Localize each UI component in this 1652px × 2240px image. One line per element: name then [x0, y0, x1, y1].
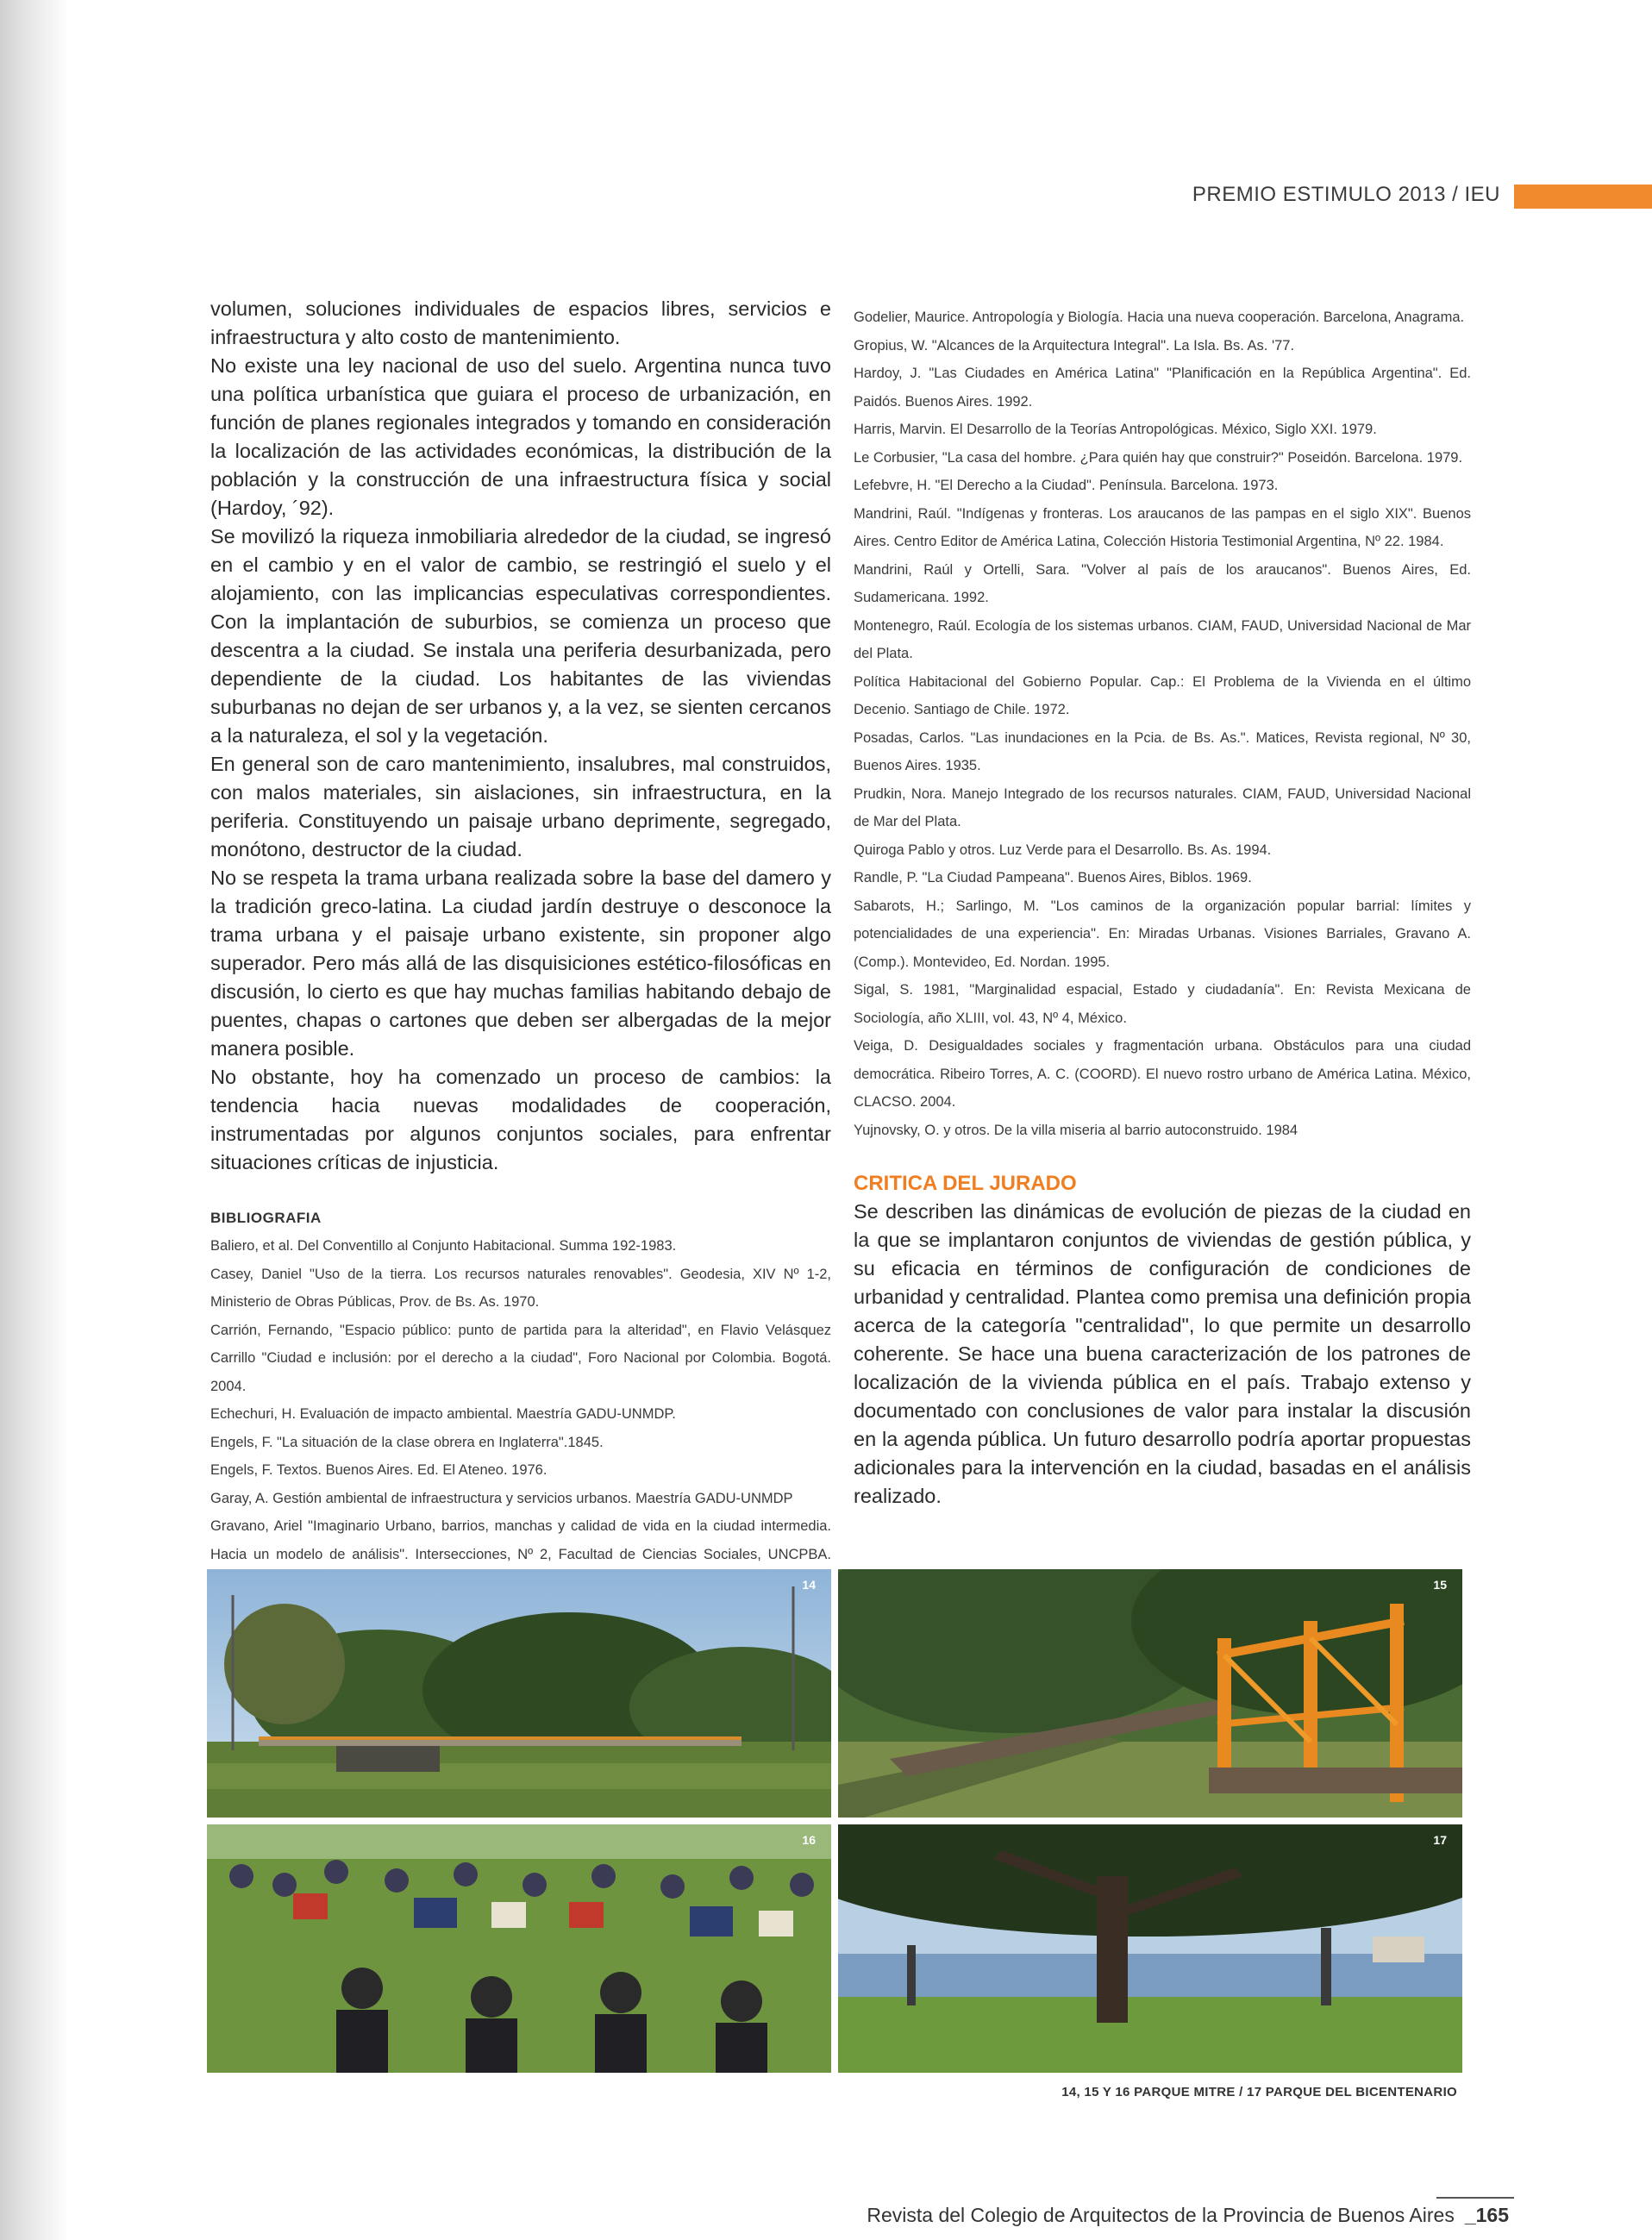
- photo-number: 17: [1433, 1833, 1447, 1847]
- park-bridge-photo: [207, 1569, 831, 1818]
- footer-rule: [1436, 2197, 1514, 2199]
- bibliography-entry: Echechuri, H. Evaluación de impacto ambiental. Maestría GADU-UNMDP.: [210, 1406, 676, 1422]
- bibliography-entry: Harris, Marvin. El Desarrollo de la Teorías Antropológicas. México, Siglo XXI. 1979.: [854, 422, 1377, 437]
- right-column: [854, 303, 1471, 1511]
- critica-paragraph: Se describen las dinámicas de evolución de piezas de la ciudad en la que se implantaron conjuntos de viviendas de gestión pública, y su eficacia en términos de configuración de condiciones de urbanidad y centralidad. Plantea como premisa una definición propia acerca de la categoría "centralidad", lo que permite un desarrollo coherente. Se hace una buena caracterización de los patrones de localización de la vivienda pública en el país. Trabajo extenso y documentado con conclusiones de valor para instalar la discusión en la agenda pública. Un futuro desarrollo podría aportar propuestas adicionales para la intervención en la ciudad, basadas en el análisis realizado.: [854, 1200, 1471, 1507]
- bibliography-entry: Garay, A. Gestión ambiental de infraestructura y servicios urbanos. Maestría GADU-UNMDP: [210, 1490, 793, 1506]
- body-paragraph: No se respeta la trama urbana realizada sobre la base del damero y la tradición greco-latina. La ciudad jardín destruye o desconoce la trama urbana y el paisaje urbano existente, sin proponer algo superador. Pero más allá de las disquisiciones estético-filosóficas en discusión, lo cierto es que hay muchas familias habitando debajo de puentes, chapas o cartones que deben ser albergadas de la mejor manera posible.: [210, 867, 831, 1060]
- bibliography-entry: Política Habitacional del Gobierno Popular. Cap.: El Problema de la Vivienda en el último Decenio. Santiago de Chile. 1972.: [854, 673, 1471, 717]
- photo-grid: [207, 1569, 1462, 2073]
- left-column: [210, 295, 831, 1597]
- bibliography-entry: Le Corbusier, "La casa del hombre. ¿Para quién hay que construir?" Poseidón. Barcelona. 1979.: [854, 449, 1463, 466]
- bibliography-entry: Baliero, et al. Del Conventillo al Conjunto Habitacional. Summa 192-1983.: [210, 1238, 677, 1254]
- bibliography-heading: BIBLIOGRAFIA: [210, 1210, 322, 1226]
- page-number: _165: [1464, 2204, 1509, 2226]
- bibliography-entry: Montenegro, Raúl. Ecología de los sistemas urbanos. CIAM, FAUD, Universidad Nacional de Mar del Plata.: [854, 617, 1471, 661]
- bibliography-entry: Godelier, Maurice. Antropología y Biología. Hacia una nueva cooperación. Barcelona, Anagrama.: [854, 310, 1465, 325]
- bibliography-entry: Lefebvre, H. "El Derecho a la Ciudad". Península. Barcelona. 1973.: [854, 478, 1279, 493]
- body-paragraph: En general son de caro mantenimiento, insalubres, mal construidos, con malos materiales, sin aislaciones, sin infraestructura, en la periferia. Constituyendo un paisaje urbano deprimente, segregado, monótono, destructor de la ciudad.: [210, 753, 831, 860]
- body-paragraph: Se movilizó la riqueza inmobiliaria alrededor de la ciudad, se ingresó en el cambio y en el valor de cambio, se restringió el suelo y el alojamiento, con las implicancias especulativas correspondientes. Con la implantación de suburbios, se comienza un proceso que descentra a la ciudad. Se instala una periferia desurbanizada, pero dependiente de la ciudad. Los habitantes de las viviendas suburbanas no dejan de ser urbanos y, a la vez, se sienten cercanos a la naturaleza, el sol y la vegetación.: [210, 525, 831, 747]
- photo-number: 16: [802, 1833, 816, 1847]
- body-paragraph: No existe una ley nacional de uso del suelo. Argentina nunca tuvo una política urbanística que guiara el proceso de urbanización, en función de planes regionales integrados y tomando en consideración la localización de las actividades económicas, la distribución de la población y la construcción de una infraestructura física y social (Hardoy, ´92).: [210, 354, 831, 519]
- bibliography-entry: Sigal, S. 1981, "Marginalidad espacial, Estado y ciudadanía". En: Revista Mexicana de Sociología, año XLIII, vol. 43, Nº 4, México.: [854, 982, 1471, 1026]
- bibliography-entry: Hardoy, J. "Las Ciudades en América Latina" "Planificación en la República Argentina". Ed. Paidós. Buenos Aires. 1992.: [854, 366, 1471, 410]
- bibliography-entry: Casey, Daniel "Uso de la tierra. Los recursos naturales renovables". Geodesia, XIV Nº 1-2, Ministerio de Obras Públicas, Prov. de Bs. As. 1970.: [210, 1266, 831, 1310]
- journal-name: Revista del Colegio de Arquitectos de la Provincia de Buenos Aires: [867, 2204, 1455, 2226]
- bibliography-list-left: [210, 1232, 831, 1597]
- bibliography-entry: Quiroga Pablo y otros. Luz Verde para el Desarrollo. Bs. As. 1994.: [854, 842, 1272, 858]
- bibliography-entry: Mandrini, Raúl. "Indígenas y fronteras. Los araucanos de las pampas en el siglo XIX". Buenos Aires. Centro Editor de América Latina, Colección Historia Testimonial Argentina, Nº 22. 1984.: [854, 505, 1471, 549]
- photo-15: [838, 1569, 1462, 1818]
- bibliography-entry: Engels, F. "La situación de la clase obrera en Inglaterra".1845.: [210, 1434, 604, 1450]
- bibliography-entry: Mandrini, Raúl y Ortelli, Sara. "Volver al país de los araucanos". Buenos Aires, Ed. Sudamericana. 1992.: [854, 561, 1471, 605]
- bibliography-entry: Prudkin, Nora. Manejo Integrado de los recursos naturales. CIAM, FAUD, Universidad Nacional de Mar del Plata.: [854, 785, 1471, 829]
- body-paragraph: No obstante, hoy ha comenzado un proceso de cambios: la tendencia hacia nuevas modalidades de cooperación, instrumentadas por algunos conjuntos sociales, para enfrentar situaciones críticas de injusticia.: [210, 1066, 831, 1173]
- bibliography-entry: Gropius, W. "Alcances de la Arquitectura Integral". La Isla. Bs. As. '77.: [854, 337, 1295, 354]
- orange-footbridge-photo: [838, 1569, 1462, 1818]
- page-footer: [867, 2204, 1509, 2227]
- body-paragraph: volumen, soluciones individuales de espacios libres, servicios e infraestructura y alto costo de mantenimiento.: [210, 297, 831, 348]
- bibliography-entry: Carrión, Fernando, "Espacio público: punto de partida para la alteridad", en Flavio Velásquez Carrillo "Ciudad e inclusión: por el derecho a la ciudad", Foro Nacional por Colombia. Bogotá. 2004.: [210, 1322, 831, 1394]
- critica-heading: CRITICA DEL JURADO: [854, 1172, 1077, 1195]
- bibliography-entry: Veiga, D. Desigualdades sociales y fragmentación urbana. Obstáculos para una ciudad democrática. Ribeiro Torres, A. C. (COORD). El nuevo rostro urbano de América Latina. México, CLACSO. 2004.: [854, 1038, 1471, 1110]
- bibliography-entry: Sabarots, H.; Sarlingo, M. "Los caminos de la organización popular barrial: límites y potencialidades de una experiencia". En: Miradas Urbanas. Visiones Barriales, Gravano A. (Comp.). Montevideo, Ed. Nordan. 1995.: [854, 898, 1471, 970]
- section-header: [1192, 181, 1652, 212]
- photo-caption: 14, 15 Y 16 PARQUE MITRE / 17 PARQUE DEL BICENTENARIO: [1061, 2085, 1457, 2099]
- bibliography-entry: Posadas, Carlos. "Las inundaciones en la Pcia. de Bs. As.". Matices, Revista regional, Nº 30, Buenos Aires. 1935.: [854, 729, 1471, 773]
- bibliography-entry: Gravano, Ariel "Imaginario Urbano, barrios, manchas y calidad de vida en la ciudad intermedia. Hacia un modelo de análisis". Intersecciones, Nº 2, Facultad de Ciencias Sociales, UNCPBA.: [210, 1518, 831, 1562]
- page-binding-shadow: [0, 0, 69, 2240]
- header-accent-bar: [1514, 185, 1652, 209]
- photo-17: [838, 1824, 1462, 2073]
- photo-16: [207, 1824, 831, 2073]
- bibliography-entry: Engels, F. Textos. Buenos Aires. Ed. El Ateneo. 1976.: [210, 1462, 548, 1478]
- photo-14: [207, 1569, 831, 1818]
- photo-number: 14: [802, 1578, 816, 1592]
- bibliography-list-right: [854, 303, 1471, 1144]
- bibliography-entry: Randle, P. "La Ciudad Pampeana". Buenos Aires, Biblos. 1969.: [854, 870, 1252, 885]
- header-title: PREMIO ESTIMULO 2013 / IEU: [1192, 183, 1500, 206]
- bibliography-entry: Yujnovsky, O. y otros. De la villa miseria al barrio autoconstruido. 1984: [854, 1122, 1298, 1138]
- crowd-on-lawn-photo: [207, 1824, 831, 2073]
- tree-lake-photo: [838, 1824, 1462, 2073]
- photo-number: 15: [1433, 1578, 1447, 1592]
